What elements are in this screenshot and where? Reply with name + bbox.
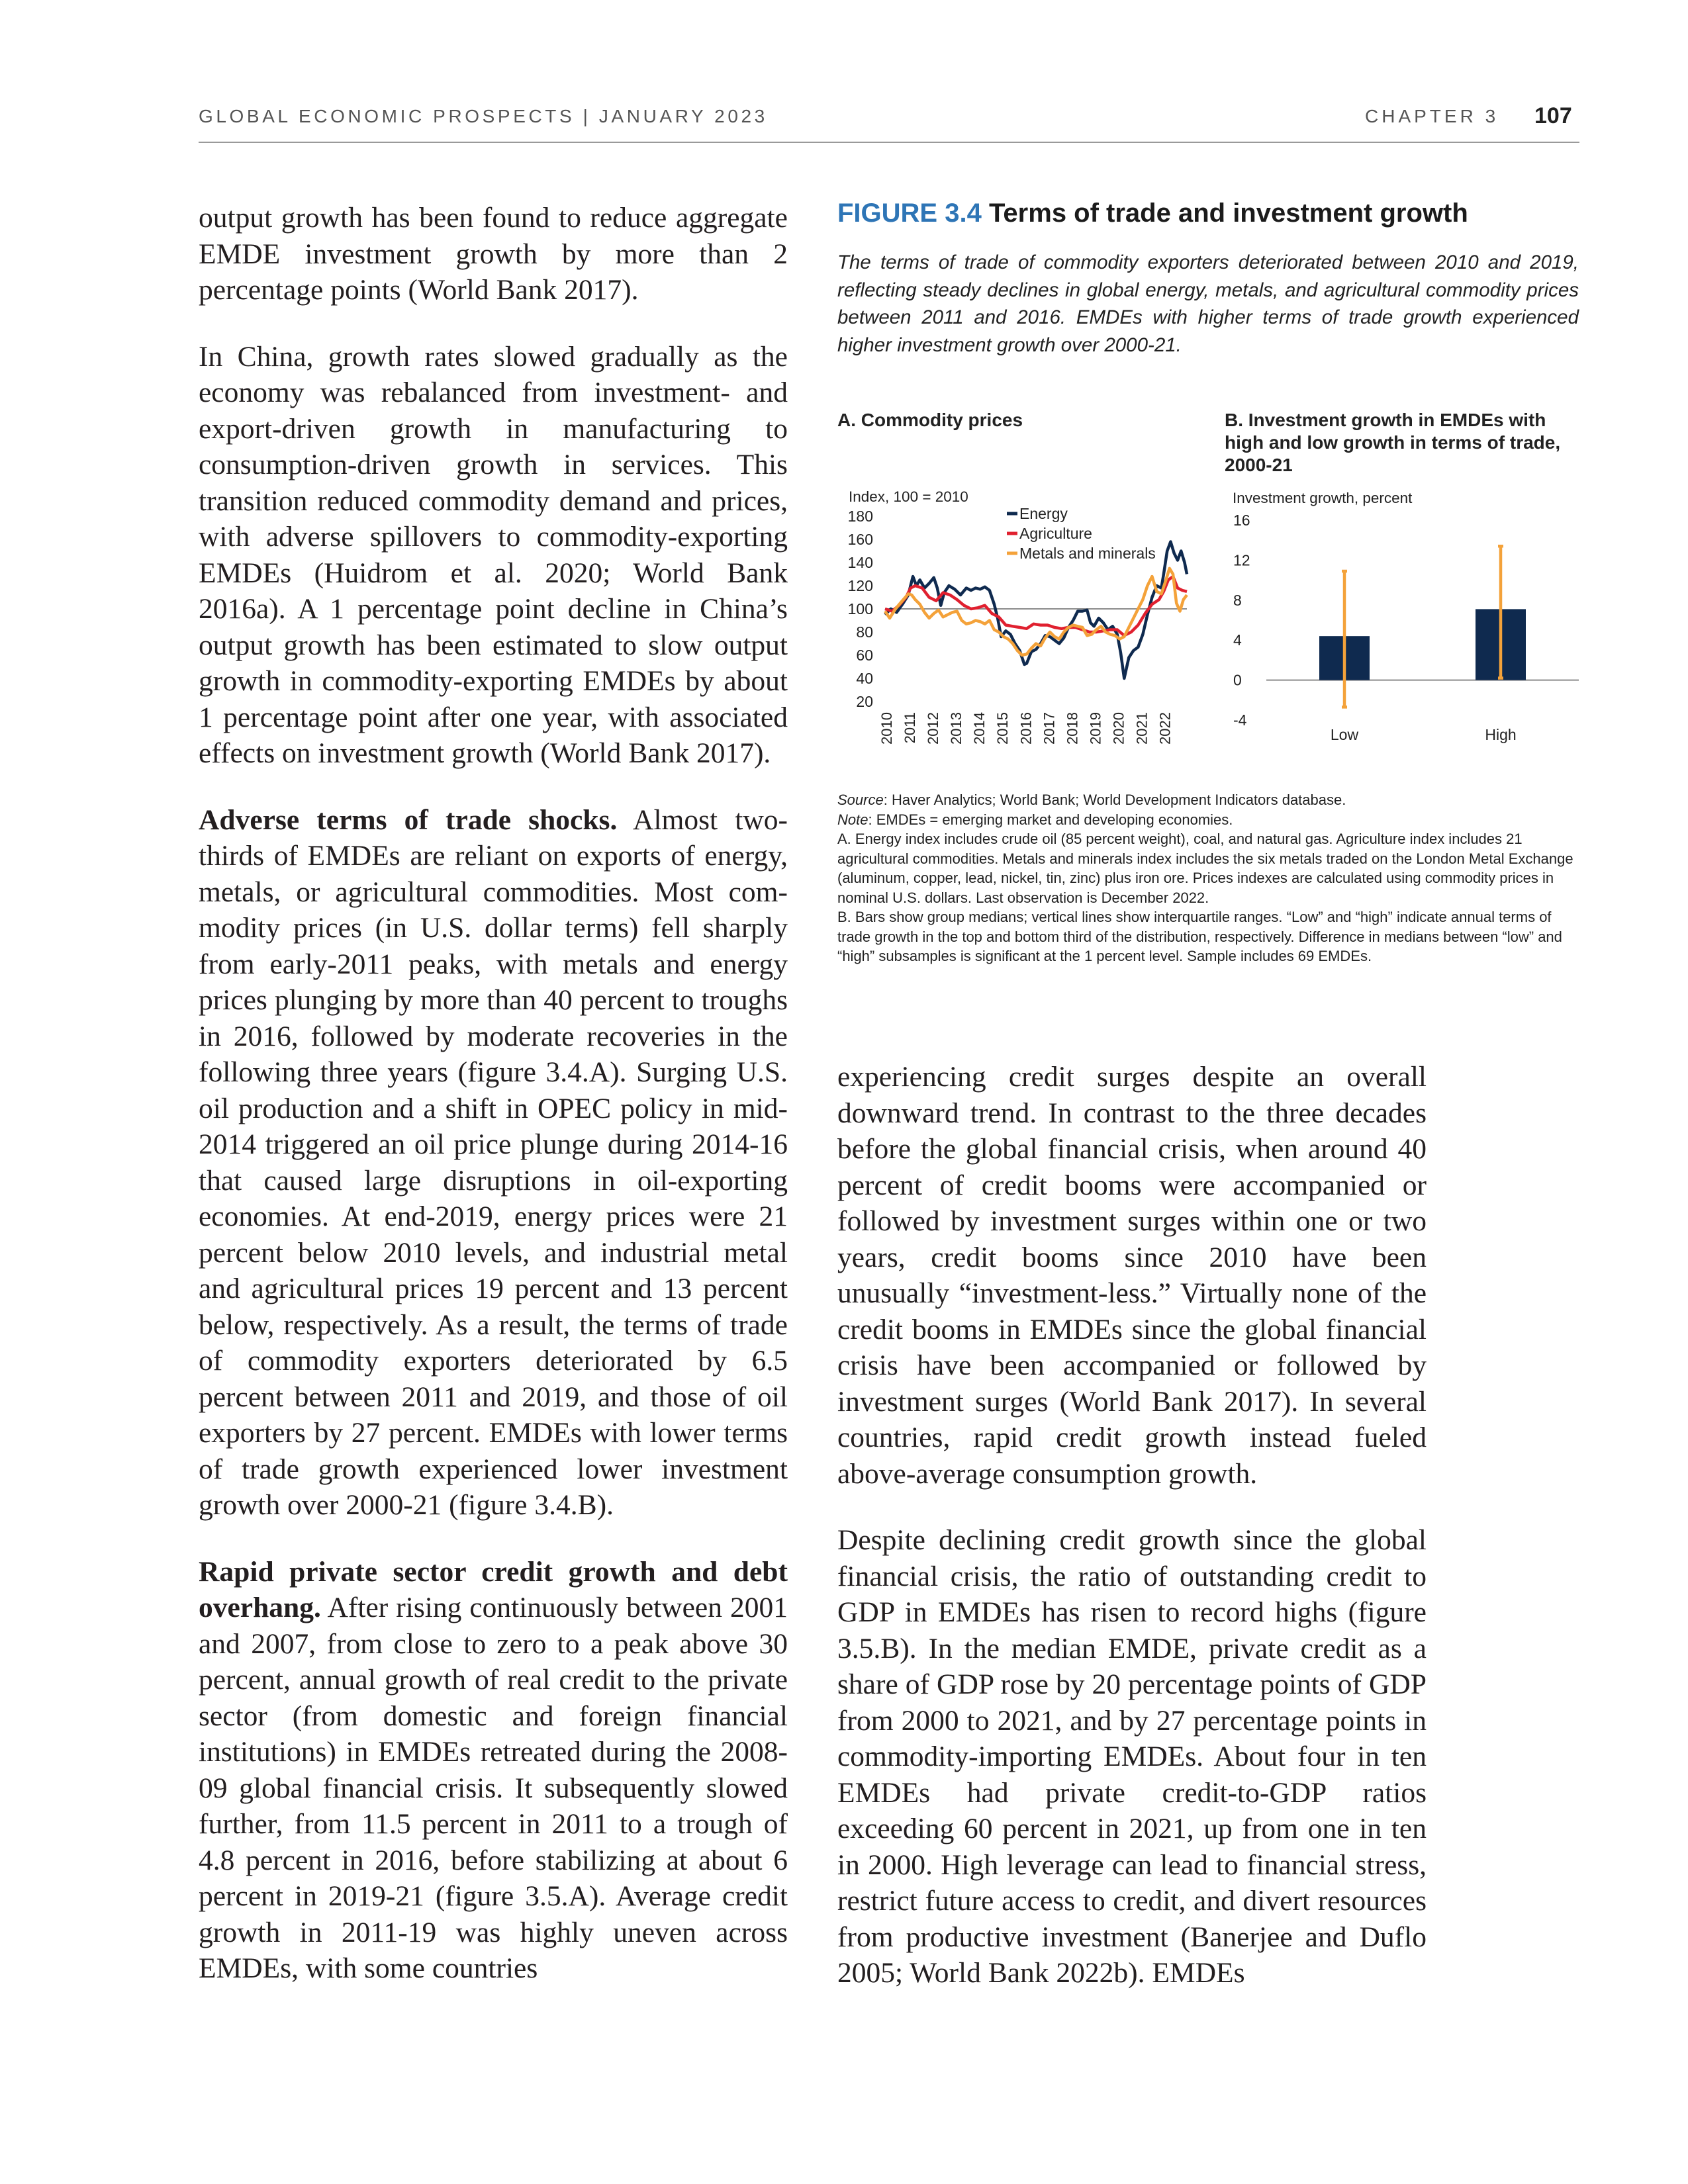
legend-label: Metals and minerals [1019, 545, 1156, 562]
y-tick-label: 16 [1233, 512, 1250, 529]
body-paragraph: Rapid private sector credit growth and debt overhang. After rising continuously between 2001 and 2007, from close to zero to a peak above 30 percent, annual growth of real credit to the private sector (from domestic and foreign financial institutions) in EMDEs retreated during the 2008-09 global financial crisis. It subsequently slowed further, from 11.5 percent in 2011 to a trough of 4.8 percent in 2016, before stabilizing at about 6 percent in 2019-21 (figure 3.5.A). Average credit growth in 2011-19 was highly uneven across EMDEs, with some countries [199, 1555, 788, 1984]
running-header-title: GLOBAL ECONOMIC PROSPECTS | JANUARY 2023 [199, 106, 768, 126]
x-tick-label: 2022 [1156, 712, 1174, 745]
x-tick-label: 2019 [1087, 712, 1104, 745]
investment-growth-chart [1221, 503, 1582, 754]
body-paragraph: Despite declining credit growth since the global financial crisis, the ratio of outstanding credit to GDP in EMDEs has risen to record highs (figure 3.5.B). In the median EMDE, private credit as a share of GDP rose by 20 percentage points of GDP from 2000 to 2021, and by 27 percentage points in commodity-importing EMDEs. About four in ten EMDEs had private credit-to-GDP ratios exceeding 60 percent in 2021, up from one in ten in 2000. High leverage can lead to financial stress, restrict future access to credit, and divert resources from productive investment (Banerjee and Duflo 2005; World Bank 2022b). EMDEs [837, 1524, 1427, 1989]
note-line: Note: EMDEs = emerging market and developing economies. [837, 811, 1233, 828]
body-paragraph: In China, growth rates slowed gradually as the economy was rebalanced from investment- and export-driven growth in manufacturing to consumption-driven growth in services. This transition reduced commodity demand and prices, with adverse spillovers to commodity-exporting EMDEs (Huidrom et al. 2020; World Bank 2016a). A 1 percentage point decline in China’s output growth has been estimated to slow output growth in commodity-exporting EMDEs by about 1 percentage point after one year, with associated effects on investment growth (World Bank 2017). [199, 340, 788, 769]
y-tick-label: 180 [847, 508, 873, 525]
body-paragraph: output growth has been found to reduce aggregate EMDE investment growth by more than 2 percentage points (World Bank 2017). [199, 202, 788, 306]
panel-a-title: A. Commodity prices [837, 410, 1023, 430]
y-tick-label: 20 [856, 693, 873, 710]
x-tick-label: 2010 [878, 712, 895, 745]
x-tick-label: 2017 [1041, 712, 1058, 745]
body-paragraph: experiencing credit surges despite an overall downward trend. In contrast to the three decades before the global financial crisis, when around 40 percent of credit booms were accompanied or followed by investment surges within one or two years, credit booms since 2010 have been unusually “investment-less.” Virtually none of the credit booms in EMDEs since the global financial crisis have been accompanied or followed by investment surges (World Bank 2017). In several countries, rapid credit growth instead fueled above-average consumption growth. [837, 1061, 1427, 1490]
page-number: 107 [1534, 103, 1572, 128]
x-tick-label: 2020 [1110, 712, 1127, 745]
x-tick-label: 2018 [1064, 712, 1081, 745]
y-tick-label: 0 [1233, 671, 1242, 689]
note-panel-b: B. Bars show group medians; vertical lines show interquartile ranges. “Low” and “high” indicate annual terms of trade growth in the top and bottom third of the distribution, respectively. Difference in medians between “low” and “high” subsamples is significant at the 1 percent level. Sample includes 69 EMDEs. [837, 909, 1562, 964]
note-panel-a: A. Energy index includes crude oil (85 percent weight), coal, and natural gas. Agriculture index includes 21 agricultural commodities. Metals and minerals index includes the six metals traded on the London Metal Exchange (aluminum, copper, lead, nickel, tin, zinc) plus iron ore. Prices indexes are calculated using commodity prices in nominal U.S. dollars. Last observation is December 2022. [837, 831, 1573, 906]
y-tick-label: 160 [847, 531, 873, 548]
figure-number: FIGURE 3.4 [837, 199, 982, 228]
legend-label: Agriculture [1019, 525, 1092, 542]
x-tick-label: 2012 [924, 712, 941, 745]
x-category-label: Low [1330, 726, 1359, 743]
y-tick-label: 100 [847, 600, 873, 617]
source-line: Source: Haver Analytics; World Bank; World Development Indicators database. [837, 792, 1346, 808]
right-column [837, 1059, 1427, 2022]
header-divider [199, 142, 1579, 143]
y-tick-label: 60 [856, 647, 873, 664]
commodity-prices-chart [831, 503, 1201, 754]
running-header-chapter: CHAPTER 3 [1365, 106, 1499, 126]
body-paragraph: Adverse terms of trade shocks. Almost two-thirds of EMDEs are reliant on exports of energy, metals, or agricultural commodities. Most com-modity prices (in U.S. dollar terms) fell sharply from early-2011 peaks, with metals and energy prices plunging by more than 40 percent to troughs in 2016, followed by moderate recoveries in the following three years (figure 3.4.A). Surging U.S. oil production and a shift in OPEC policy in mid-2014 triggered an oil price plunge during 2014-16 that caused large disruptions in oil-exporting economies. At end-2019, energy prices were 21 percent below 2010 levels, and industrial metal and agricultural prices 19 percent and 13 percent below, respectively. As a result, the terms of trade of commodity exporters deteriorated by 6.5 percent between 2011 and 2019, and those of oil exporters by 27 percent. EMDEs with lower terms of trade growth experienced lower investment growth over 2000-21 (figure 3.4.B). [199, 803, 788, 1521]
y-tick-label: 120 [847, 577, 873, 594]
x-tick-label: 2015 [994, 712, 1011, 745]
y-tick-label: 8 [1233, 591, 1242, 609]
y-tick-label: 140 [847, 554, 873, 571]
y-tick-label: 12 [1233, 551, 1250, 569]
x-tick-label: 2013 [948, 712, 965, 745]
x-tick-label: 2016 [1017, 712, 1035, 745]
series-line-agriculture [885, 576, 1187, 635]
figure-notes [837, 790, 1579, 966]
y-tick-label: 4 [1233, 631, 1242, 649]
x-tick-label: 2014 [971, 712, 988, 745]
x-tick-label: 2021 [1133, 712, 1150, 745]
series-line-energy [885, 542, 1187, 679]
x-category-label: High [1485, 726, 1517, 743]
left-column [199, 200, 788, 2017]
figure-title-text: Terms of trade and investment growth [988, 199, 1468, 228]
figure-title [837, 199, 1579, 228]
y-tick-label: -4 [1233, 711, 1247, 729]
x-tick-label: 2011 [901, 712, 918, 744]
legend-label: Energy [1019, 505, 1068, 522]
panel-a-y-axis-label: Index, 100 = 2010 [849, 488, 968, 505]
y-tick-label: 40 [856, 670, 873, 687]
figure-subtitle: The terms of trade of commodity exporters deteriorated between 2010 and 2019, reflecting steady declines in global energy, metals, and agricultural commodity prices between 2011 and 2016. EMDEs with higher terms of trade growth experienced higher investment growth over 2000-21. [837, 251, 1579, 356]
panel-b-y-axis-label: Investment growth, percent [1233, 490, 1413, 506]
panel-b-title: B. Investment growth in EMDEs with high and low growth in terms of trade, 2000-21 [1225, 410, 1561, 475]
y-tick-label: 80 [856, 623, 873, 641]
